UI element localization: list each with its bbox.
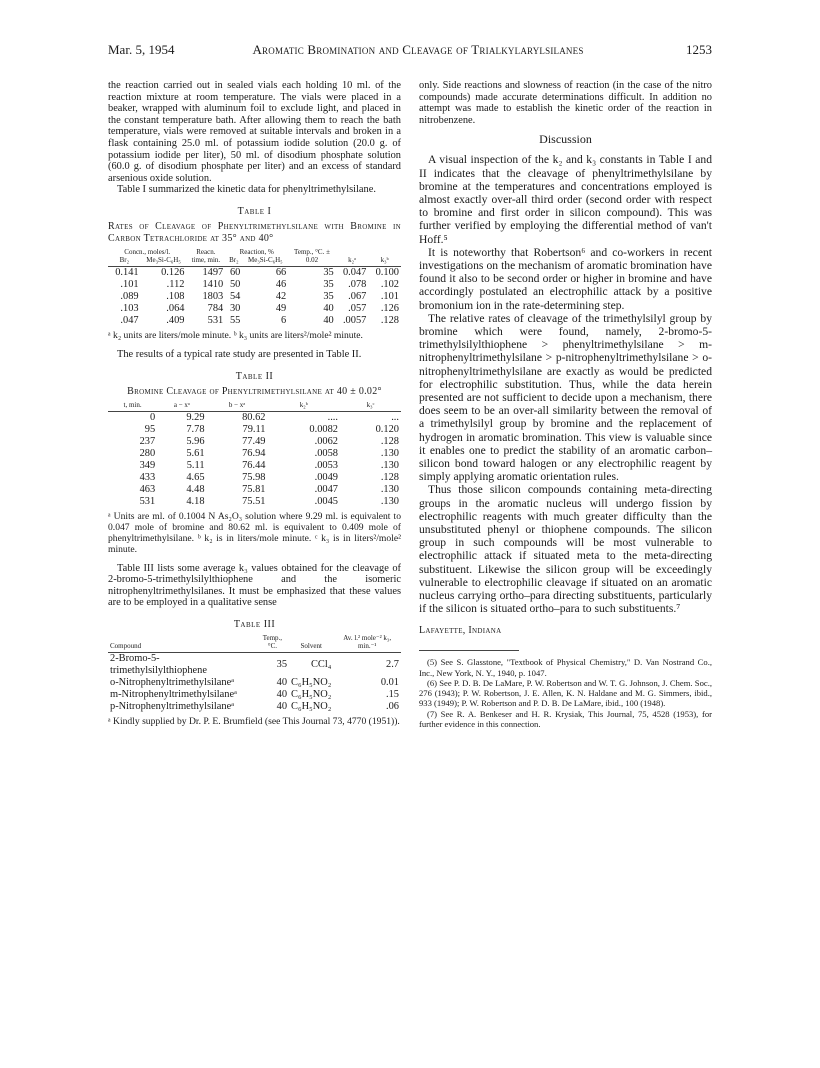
reference: (6) See P. D. B. De LaMare, P. W. Robertson and W. T. G. Johnson, J. Chem. Soc., 276 (1943); P. W. Robertson, J. E. Allen, K. N. Haldane and M. G. Simmers, ibid., 933 (1949); P. W. Robertson and P. D. B. De LaMare, ibid., 100 (1948). bbox=[419, 677, 712, 709]
column-header: Solvent bbox=[289, 634, 333, 653]
table-cell: 280 bbox=[139, 447, 156, 459]
table-cell: .130 bbox=[380, 459, 399, 471]
paragraph: Table I summarized the kinetic data for phenyltrimethylsilane. bbox=[117, 184, 376, 196]
table-cell: 75.98 bbox=[242, 471, 266, 483]
table-cell: 6 bbox=[281, 314, 287, 326]
column-header: k₃ᵇ bbox=[368, 256, 401, 267]
table-cell: C₆H₅NO₂ bbox=[291, 700, 332, 712]
column-header: Temp., °C. bbox=[256, 634, 289, 653]
table-3 bbox=[108, 619, 401, 727]
table-1 bbox=[108, 206, 401, 341]
table-row bbox=[108, 291, 401, 303]
column-header: Me₃Si-C₆H₅ bbox=[242, 256, 288, 267]
table-cell: C₆H₅NO₂ bbox=[291, 688, 332, 700]
column-group-header: Concn., moles/l. bbox=[124, 247, 171, 256]
table-cell: .089 bbox=[120, 290, 139, 302]
paragraph: The relative rates of cleavage of the trimethylsilyl group by bromine which were found, namely, 2-bromo-5-trimethylsilylthiophene > phenyltrimethylsilane > m-nitrophenyltrimethylsilane > p-nitrophenyltrimethylsilane > o-nitrophenyltrimethylsilane are exactly as would be predicted for electrophilic substitution. Thus, while the data herein presented are not sufficient to decide upon a mechanism, there does seem to be an over-all similarity between the removal of a trimethylsilyl group by bromine and the replacement of hydrogen in aromatic bromination. This view is valuable since it enables one to predict the stability of an aromatic carbon–silicon bond toward halogen or any electrophilic reagent by simply applying aromatic orientation rules. bbox=[419, 311, 712, 484]
reference: (7) See R. A. Benkeser and H. R. Krysiak, This Journal, 75, 4528 (1953), for further evidence in this connection. bbox=[419, 708, 712, 729]
table-row bbox=[108, 460, 401, 472]
table-cell: 0.100 bbox=[375, 266, 399, 278]
column-header: Br₂ bbox=[225, 256, 242, 267]
table-footnote: ᵃ k₂ units are liters/mole minute. ᵇ k₃ units are liters²/mole² minute. bbox=[108, 329, 363, 341]
table-cell: .0049 bbox=[314, 471, 338, 483]
table-cell: 9.29 bbox=[186, 411, 205, 423]
paragraph: A visual inspection of the k₂ and k₃ constants in Table I and II indicates that the cleavage of phenyltrimethylsilane by bromine at the temperatures and concentrations employed is almost exactly over-all third order (second order with respect to bromine and first order in silicon compound). This was further verified by employing the differential method of van't Hoff.⁵ bbox=[419, 153, 712, 246]
table-cell: C₆H₅NO₂ bbox=[291, 676, 332, 688]
column-header: time, min. bbox=[186, 256, 225, 267]
table-cell: .15 bbox=[386, 688, 399, 700]
table-cell: .102 bbox=[380, 278, 399, 290]
reference: (5) See S. Glasstone, "Textbook of Physical Chemistry," D. Van Nostrand Co., Inc., New York, N. Y., 1940, p. 1047. bbox=[419, 657, 712, 678]
column-header: a − xᵃ bbox=[157, 401, 206, 412]
table-cell: 5.96 bbox=[186, 435, 205, 447]
column-header: 0.02 bbox=[288, 256, 336, 267]
table-row bbox=[108, 701, 401, 713]
table-title: Table II bbox=[235, 370, 274, 382]
table-cell: .409 bbox=[166, 314, 185, 326]
table-cell: 237 bbox=[139, 435, 156, 447]
table-title: Table I bbox=[237, 205, 272, 217]
table-cell: 7.78 bbox=[186, 423, 205, 435]
table-cell: 75.81 bbox=[242, 483, 266, 495]
table-row bbox=[108, 279, 401, 291]
table-cell: 35 bbox=[323, 278, 334, 290]
table-caption: Bromine Cleavage of Phenyltrimethylsilane at 40 ± 0.02° bbox=[127, 385, 382, 397]
table-cell: .... bbox=[327, 411, 338, 423]
table-row bbox=[108, 484, 401, 496]
table-cell: 0.126 bbox=[161, 266, 185, 278]
column-header: Me₃Si-C₆H₅ bbox=[141, 256, 187, 267]
table-cell: 42 bbox=[275, 290, 287, 302]
table-cell: 1803 bbox=[202, 290, 224, 302]
issue-date: Mar. 5, 1954 bbox=[108, 42, 175, 57]
table-cell: .130 bbox=[380, 447, 399, 459]
table-row bbox=[108, 303, 401, 315]
running-title: Aromatic Bromination and Cleavage of Trialkylarylsilanes bbox=[252, 42, 584, 57]
table-cell: 30 bbox=[229, 302, 241, 314]
column-header: b − xᵃ bbox=[207, 401, 268, 412]
table-cell: 2-Bromo-5-trimethylsilylthiophene bbox=[110, 652, 207, 676]
table-cell: 75.51 bbox=[242, 495, 266, 507]
table-cell: 49 bbox=[275, 302, 287, 314]
column-group-header: Temp., °C. ± bbox=[294, 247, 330, 256]
table-cell: 4.48 bbox=[186, 483, 205, 495]
table-cell: .128 bbox=[380, 471, 399, 483]
affiliation: Lafayette, Indiana bbox=[419, 625, 502, 637]
table-cell: .078 bbox=[348, 278, 367, 290]
paragraph: Table III lists some average k₃ values obtained for the cleavage of 2-bromo-5-trimethylsilylthiophene and the isomeric nitrophenyltrimethylsilanes. It must be emphasized that these values are to be employed in a qualitative sense bbox=[108, 562, 401, 609]
table-cell: .06 bbox=[386, 700, 399, 712]
table-row bbox=[108, 689, 401, 701]
table-cell: 1410 bbox=[202, 278, 224, 290]
paragraph: the reaction carried out in sealed vials each holding 10 ml. of the reaction mixture at room temperature. The vials were placed in a beaker, wrapped with aluminum foil to exclude light, and placed in the constant temperature bath. After allowing them to reach the bath temperature, vials were removed at suitable intervals and broken in a flask containing 25.0 ml. of potassium iodide solution (20.0 g. of potassium iodide per liter), 50 ml. of disodium phosphate solution (60.0 g. of disodium phosphate per liter) and an excess of standard arsenious oxide solution. bbox=[108, 80, 401, 184]
table-row bbox=[108, 315, 401, 327]
table-cell: 5.61 bbox=[186, 447, 205, 459]
table-cell: 0 bbox=[149, 411, 156, 423]
table-cell: ... bbox=[391, 411, 399, 423]
table-row bbox=[108, 677, 401, 689]
paragraph: only. Side reactions and slowness of reaction (in the case of the nitro compounds) made accurate determinations difficult. In addition no attempt was made to establish the kinetic order of the reaction in nitrobenzene. bbox=[419, 80, 712, 126]
table-cell: 463 bbox=[139, 483, 156, 495]
table-cell: .108 bbox=[166, 290, 185, 302]
table-cell: .112 bbox=[166, 278, 185, 290]
table-cell: 5.11 bbox=[186, 459, 205, 471]
column-header: k₂ᵃ bbox=[336, 256, 369, 267]
column-header: k₂ᵇ bbox=[268, 401, 341, 412]
column-header: Br₂ bbox=[108, 256, 141, 267]
table-cell: 35 bbox=[323, 266, 334, 278]
table-cell: 349 bbox=[139, 459, 156, 471]
table-cell: 40 bbox=[276, 676, 288, 688]
table-cell: 2.7 bbox=[386, 658, 399, 670]
table-cell: 0.01 bbox=[380, 676, 399, 688]
table-caption: Rates of Cleavage of Phenyltrimethylsilane with Bromine in Carbon Tetrachloride at 35° and 40° bbox=[108, 220, 401, 244]
table-cell: 40 bbox=[323, 314, 334, 326]
table-cell: 4.65 bbox=[186, 471, 205, 483]
table-cell: .126 bbox=[380, 302, 399, 314]
table-cell: o-Nitrophenyltrimethylsilaneᵃ bbox=[110, 676, 235, 688]
table-cell: .130 bbox=[380, 483, 399, 495]
table-cell: .0062 bbox=[314, 435, 338, 447]
data-table bbox=[108, 401, 401, 508]
running-header bbox=[108, 42, 712, 62]
left-column bbox=[108, 80, 401, 727]
table-footnote: ᵃ Kindly supplied by Dr. P. E. Brumfield (see This Journal 73, 4770 (1951)). bbox=[108, 715, 400, 727]
data-table bbox=[108, 634, 401, 713]
column-header: Compound bbox=[108, 634, 256, 653]
column-header: t, min. bbox=[108, 401, 157, 412]
table-cell: .057 bbox=[348, 302, 367, 314]
table-row bbox=[108, 496, 401, 508]
table-cell: 0.047 bbox=[342, 266, 367, 278]
table-cell: 46 bbox=[275, 278, 287, 290]
column-header: Av. l.² mole⁻² k₃, min.⁻¹ bbox=[333, 634, 401, 653]
paragraph: The results of a typical rate study are presented in Table II. bbox=[117, 348, 362, 360]
table-cell: 40 bbox=[276, 700, 288, 712]
table-cell: 80.62 bbox=[242, 411, 266, 423]
table-cell: .0058 bbox=[314, 447, 338, 459]
footnote-rule bbox=[419, 650, 519, 651]
section-heading: Discussion bbox=[539, 132, 592, 147]
table-cell: 531 bbox=[207, 314, 224, 326]
table-row bbox=[108, 448, 401, 460]
column-group-header: Reacn. bbox=[196, 247, 216, 256]
table-cell: 4.18 bbox=[186, 495, 205, 507]
table-cell: 66 bbox=[275, 266, 287, 278]
page-number: 1253 bbox=[686, 42, 712, 57]
table-cell: .128 bbox=[380, 435, 399, 447]
table-cell: 35 bbox=[323, 290, 334, 302]
table-cell: 55 bbox=[229, 314, 241, 326]
table-cell: .0045 bbox=[314, 495, 338, 507]
table-cell: .101 bbox=[120, 278, 139, 290]
table-cell: .0047 bbox=[314, 483, 338, 495]
table-2 bbox=[108, 371, 401, 555]
table-cell: 0.120 bbox=[375, 423, 399, 435]
column-header: k₃ᶜ bbox=[340, 401, 401, 412]
table-title: Table III bbox=[233, 618, 276, 630]
table-row bbox=[108, 652, 401, 677]
table-cell: .064 bbox=[166, 302, 185, 314]
table-cell: 1497 bbox=[202, 266, 224, 278]
table-cell: 77.49 bbox=[242, 435, 266, 447]
right-column bbox=[419, 80, 712, 729]
data-table bbox=[108, 248, 401, 327]
table-footnote: ᵃ Units are ml. of 0.1004 N As₂O₃ solution where 9.29 ml. is equivalent to 0.047 mole of bromine and 80.62 ml. is equivalent to 0.409 mole of phenyltrimethylsilane. ᵇ k₂ is in liters/mole minute. ᶜ k₃ is in liters²/mole² minute. bbox=[108, 510, 401, 555]
table-cell: 784 bbox=[207, 302, 224, 314]
table-cell: 40 bbox=[276, 688, 288, 700]
paragraph: It is noteworthy that Robertson⁶ and co-workers in recent investigations on the mechanism of aromatic bromination have found it also to be second order or higher in bromine and have accordingly postulated an electrophilic attack by a positive bromonium ion in the rate-determining step. bbox=[419, 245, 712, 312]
table-cell: 95 bbox=[144, 423, 156, 435]
table-cell: 40 bbox=[323, 302, 334, 314]
table-cell: 531 bbox=[139, 495, 156, 507]
table-cell: 50 bbox=[229, 278, 241, 290]
table-cell: .103 bbox=[120, 302, 139, 314]
table-cell: 35 bbox=[276, 658, 288, 670]
table-cell: p-Nitrophenyltrimethylsilaneᵃ bbox=[110, 700, 235, 712]
table-row bbox=[108, 436, 401, 448]
table-cell: .128 bbox=[380, 314, 399, 326]
table-cell: .0057 bbox=[342, 314, 367, 326]
table-cell: 76.44 bbox=[242, 459, 266, 471]
table-cell: 76.94 bbox=[242, 447, 266, 459]
table-cell: 60 bbox=[229, 266, 241, 278]
table-cell: 0.0082 bbox=[309, 423, 338, 435]
table-cell: 54 bbox=[229, 290, 241, 302]
table-cell: CCl₄ bbox=[310, 658, 332, 670]
table-row bbox=[108, 411, 401, 424]
table-cell: m-Nitrophenyltrimethylsilaneᵃ bbox=[110, 688, 237, 700]
paragraph: Thus those silicon compounds containing meta-directing groups in the aromatic nucleus will undergo fission by electrophilic reagents with much greater difficulty than the unsubstituted phenyl or thiophene compounds. The silicon group in such compounds will be most vulnerable to electrophilic attack if situated meta to the meta-directing substituent. Likewise the silicon group will be exceedingly vulnerable to electrophilic cleavage if situated on an aromatic nucleus carrying ortho–para directing substituents, particularly if the silicon is situated ortho–para to such substituents.⁷ bbox=[419, 483, 712, 616]
table-cell: .130 bbox=[380, 495, 399, 507]
table-cell: .067 bbox=[348, 290, 367, 302]
table-cell: 79.11 bbox=[242, 423, 266, 435]
table-row bbox=[108, 472, 401, 484]
table-row bbox=[108, 424, 401, 436]
table-cell: .0053 bbox=[314, 459, 338, 471]
table-cell: 0.141 bbox=[115, 266, 139, 278]
table-cell: .047 bbox=[120, 314, 139, 326]
table-cell: 433 bbox=[139, 471, 156, 483]
table-row bbox=[108, 266, 401, 279]
table-cell: .101 bbox=[380, 290, 399, 302]
column-group-header: Reaction, % bbox=[239, 247, 274, 256]
